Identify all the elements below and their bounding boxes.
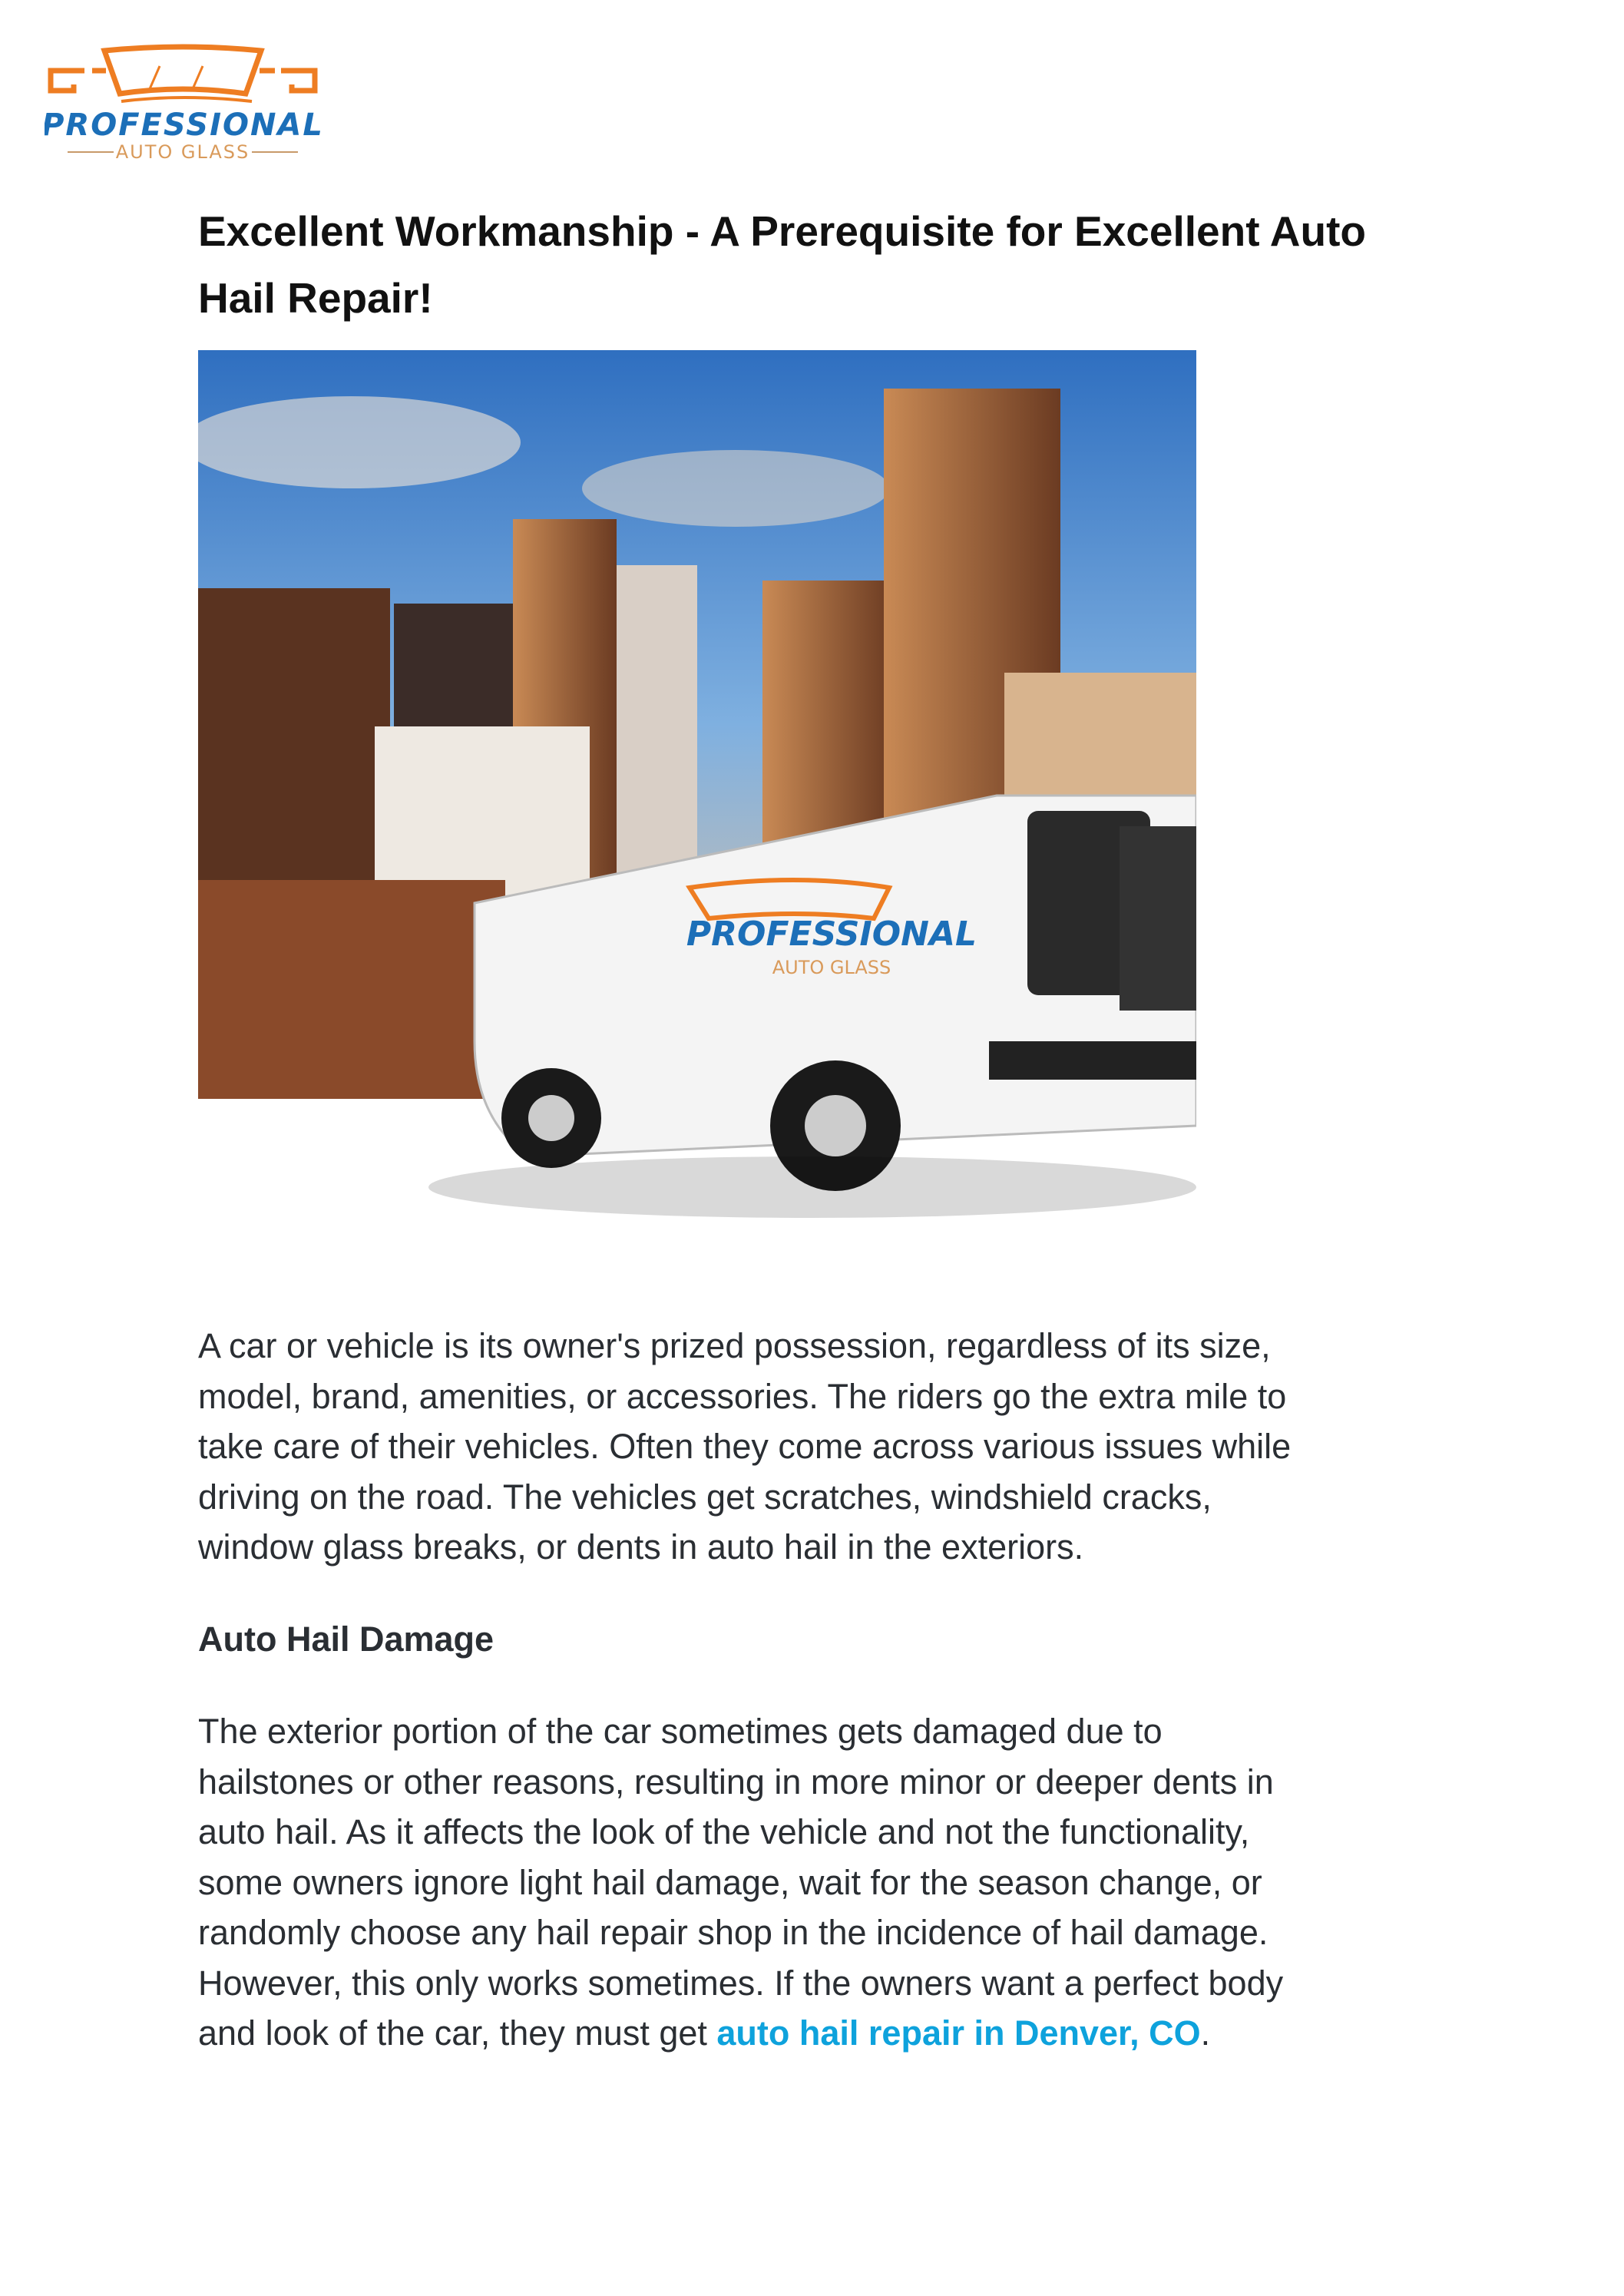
text-fragment: and look of the car, they must get (198, 2013, 717, 2053)
text-line: some owners ignore light hail damage, wait for the season change, or (198, 1862, 1262, 1902)
text-line: A car or vehicle is its owner's prized possession, regardless of its size, (198, 1326, 1271, 1365)
text-line: The exterior portion of the car sometimes gets damaged due to (198, 1712, 1163, 1751)
logo-sub-text: AUTO GLASS (115, 141, 250, 163)
text-line: model, brand, amenities, or accessories. The riders go the extra mile to (198, 1376, 1287, 1416)
text-line: However, this only works sometimes. If the owners want a perfect body (198, 1963, 1284, 2003)
text-line: auto hail. As it affects the look of the vehicle and not the functionality, (198, 1812, 1250, 1851)
section-heading: Auto Hail Damage (198, 1619, 494, 1659)
text-line (198, 2008, 1503, 2059)
intro-paragraph (198, 1321, 1503, 1573)
title-line: Hail Repair! (198, 274, 433, 322)
text-line: hailstones or other reasons, resulting in more minor or deeper dents in (198, 1762, 1274, 1801)
text-line: window glass breaks, or dents in auto hail in the exteriors. (198, 1527, 1084, 1567)
page-title (198, 198, 1465, 332)
company-logo (45, 37, 321, 164)
text-line: take care of their vehicles. Often they come across various issues while (198, 1427, 1292, 1466)
text-line: randomly choose any hail repair shop in the incidence of hail damage. (198, 1913, 1268, 1952)
hero-image-city-van (198, 350, 1196, 1233)
hail-damage-paragraph (198, 1706, 1503, 2059)
logo-brand-text: PROFESSIONAL (45, 108, 321, 143)
auto-hail-repair-link[interactable]: auto hail repair in Denver, CO (716, 2013, 1201, 2053)
van-logo-sub: AUTO GLASS (772, 957, 891, 978)
title-line: Excellent Workmanship - A Prerequisite for Excellent Auto (198, 207, 1367, 255)
text-line: driving on the road. The vehicles get scratches, windshield cracks, (198, 1477, 1212, 1517)
van-logo-text: PROFESSIONAL (686, 915, 977, 954)
text-fragment: . (1200, 2013, 1211, 2053)
